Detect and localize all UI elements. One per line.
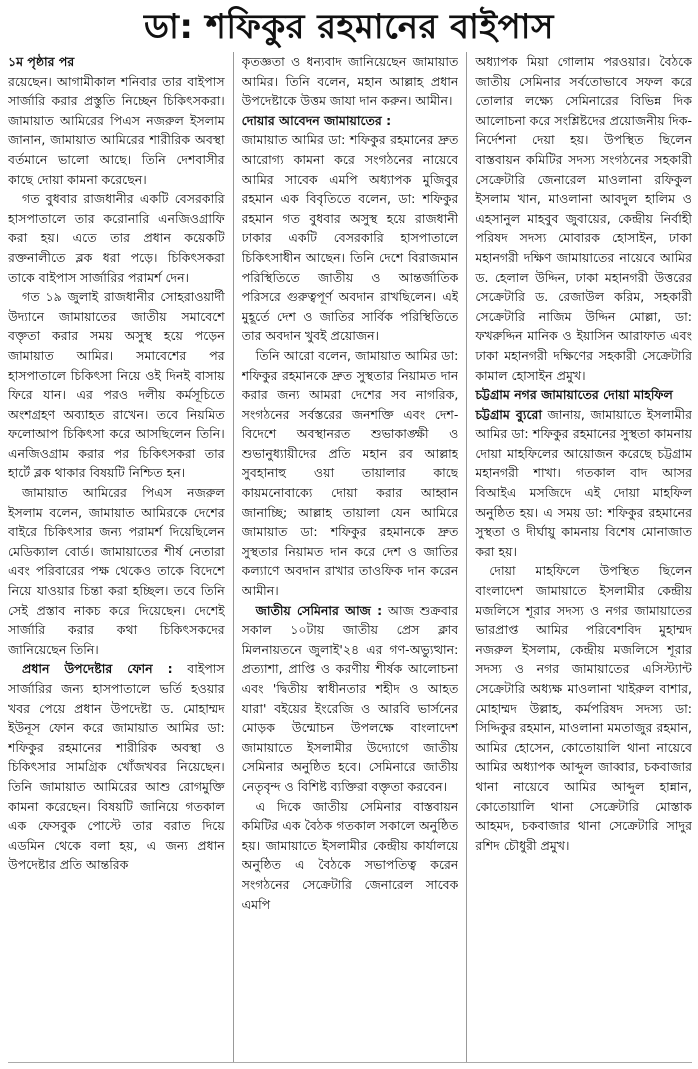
column-3 <box>475 52 692 1062</box>
paragraph-lead: প্রধান উপদেষ্টার ফোন : <box>22 661 173 677</box>
paragraph-lead: চট্টগ্রাম ব্যুরো <box>475 406 542 422</box>
paragraph: কৃতজ্ঞতা ও ধন্যবাদ জানিয়েছেন জামায়াত আমির। তিনি বলেন, মহান আল্লাহ প্রধান উপদেষ্টাকে উত্তম জাযা দান করুন। আমীন। <box>241 54 459 109</box>
column-divider <box>233 52 234 1062</box>
paragraph: দোয়া মাহফিলে উপস্থিত ছিলেন বাংলাদেশ জামায়াতে ইসলামীর কেন্দ্রীয় মজলিসে শূরার সদস্য ও নগর জামায়াতের ভারপ্রাপ্ত আমির পরিবেশবিদ মুহাম্মদ নজরুল ইসলাম, কেন্দ্রীয় মজলিসে শূরার সদস্য ও নগর জামায়াতের এসিস্ট্যান্ট সেক্রেটারি অধ্যক্ষ মাওলানা খাইরুল বাশার, মোহাম্মদ উল্লাহ, কর্মপরিষদ সদস্য ডা: সিদ্দিকুর রহমান, মাওলানা মমতাজুর রহমান, আমির হোসেন, কোতোয়ালি থানা নায়েবে আমির অধ্যাপক আব্দুল জাব্বার, চকবাজার থানা নায়েবে আমির আব্দুল হান্নান, কোতোয়ালি থানা সেক্রেটারি মোস্তাক আহমদ, চকবাজার থানা সেক্রেটারি সাদুর রশিদ চৌধুরী প্রমুখ। <box>475 563 692 853</box>
paragraph: জামায়াত আমিরের পিএস নজরুল ইসলাম বলেন, জামায়াত আমিরকে দেশের বাইরে চিকিৎসার জন্য পরামর্শ দিয়েছিলেন মেডিক্যাল বোর্ড। জামায়াতের শীর্ষ নেতারা এবং পরিবারের পক্ষ থেকেও তাকে বিদেশে নিয়ে যাওয়ার চিন্তা করা হচ্ছিল। তবে তিনি সেই প্রস্তাব নাকচ করে দিয়েছেন। দেশেই সার্জারি করার কথা চিকিৎসকদের জানিয়েছেন তিনি। <box>8 485 225 657</box>
paragraph: এ দিকে জাতীয় সেমিনার বাস্তবায়ন কমিটির এক বৈঠক গতকাল সকালে অনুষ্ঠিত হয়। জামায়াতে ইসলামীর কেন্দ্রীয় কার্যালয়ে অনুষ্ঠিত এ বৈঠকে সভাপতিত্ব করেন সংগঠনের সেক্রেটারি জেনারেল সাবেক এমপি <box>241 798 459 912</box>
column-divider <box>466 52 467 1062</box>
paragraph <box>242 601 459 797</box>
paragraph: জামায়াত আমির ডা: শফিকুর রহমানের দ্রুত আরোগ্য কামনা করে সংগঠনের নায়েবে আমির সাবেক এমপি অধ্যাপক মুজিবুর রহমান এক বিবৃতিতে বলেন, ডা: শফিকুর রহমান গত বুধবার অসুস্থ হয়ে রাজধানী ঢাকার একটি বেসরকারি হাসপাতালে চিকিৎসাধীন আছেন। তিনি দেশে বিরাজমান পরিস্থিতিতে জাতীয় ও আন্তর্জাতিক পরিসরে গুরুত্বপূর্ণ অবদান রাখছিলেন। এই মুহূর্তে দেশ ও জাতির সার্বিক পরিস্থিতিতে তার অবদান খুবই প্রয়োজন। <box>241 132 459 344</box>
paragraph-text: বাইপাস সার্জারির জন্য হাসপাতালে ভর্তি হওয়ার খবর পেয়ে প্রধান উপদেষ্টা ড. মোহাম্মদ ইউনূস ফোন করে জামায়াত আমির ডা: শফিকুর রহমানের শারীরিক অবস্থা ও চিকিৎসার সামগ্রিক খোঁজখবর নিয়েছেন। তিনি জামায়াত আমিরের আশু রোগমুক্তি কামনা করেছেন। বিষয়টি জানিয়ে গতকাল এক ফেসবুক পোস্টে তার বরাত দিয়ে এডমিন থেকে বলা হয়, এ জন্য প্রধান উপদেষ্টার প্রতি আন্তরিক <box>8 661 225 873</box>
paragraph: তিনি আরো বলেন, জামায়াত আমির ডা: শফিকুর রহমানকে দ্রুত সুস্থতার নিয়ামত দান করার জন্য আমরা দেশের সব নাগরিক, সংগঠনের সর্বস্তরের জনশক্তি এবং দেশ-বিদেশে অবস্থানরত শুভাকাঙ্ক্ষী ও শুভানুধ্যায়ীদের প্রতি মহান রব আল্লাহ সুবহানাহু ওয়া তায়ালার কাছে কায়মনোবাক্যে দোয়া করার আহ্বান জানাচ্ছি; আল্লাহ তায়ালা যেন আমিরে জামায়াত ডা: শফিকুর রহমানকে দ্রুত সুস্থতার নিয়ামত দান করে দেশ ও জাতির কল্যাণে অবদান রাখার তাওফিক দান করেন আমীন। <box>241 347 459 599</box>
subheading: চট্টগ্রাম নগর জামায়াতের দোয়া মাহফিল <box>475 387 673 403</box>
column-2 <box>242 52 459 1062</box>
article-columns <box>8 52 692 1062</box>
headline: ডা: শফিকুর রহমানের বাইপাস <box>143 7 554 47</box>
paragraph: গত বুধবার রাজধানীর একটি বেসরকারি হাসপাতালে তার করোনারি এনজিওগ্রাফি করা হয়। এতে তার প্রধান কয়েকটি রক্তনালীতে ব্লক ধরা পড়ে। চিকিৎসকরা তাকে বাইপাস সার্জারির পরামর্শ দেন। <box>8 191 225 285</box>
continued-label: ১ম পৃষ্ঠার পর <box>8 54 75 69</box>
paragraph: রয়েছেন। আগামীকাল শনিবার তার বাইপাস সার্জারি করার প্রস্তুতি নিচ্ছেন চিকিৎসকরা। জামায়াত আমিরের পিএস নজরুল ইসলাম জানান, জামায়াত আমিরের শারীরিক অবস্থা বর্তমানে ভালো আছে। তিনি দেশবাসীর কাছে দোয়া কামনা করেছেন। <box>8 73 225 187</box>
footer-rule <box>8 1062 692 1069</box>
paragraph-text: জানায়, জামায়াতে ইসলামীর আমির ডা: শফিকুর রহমানের সুস্থতা কামনায় দোয়া মাহফিলের আয়োজন করেছে চট্টগ্রাম মহানগরী শাখা। গতকাল বাদ আসর বিআইএ মসজিদে এই দোয়া মাহফিল অনুষ্ঠিত হয়। এ সময় ডা: শফিকুর রহমানের সুস্থতা ও দীর্ঘায়ু কামনায় বিশেষ মোনাজাত করা হয়। <box>475 406 692 559</box>
paragraph <box>475 405 692 562</box>
subheading: দোয়ার আবেদন জামায়াতের : <box>241 112 392 128</box>
column-1 <box>8 52 225 1062</box>
paragraph-text: আজ শুক্রবার সকাল ১০টায় জাতীয় প্রেস ক্লাব মিলনায়তনে জুলাই'২৪ এর গণ-অভ্যুত্থান: প্রত্যাশা, প্রাপ্তি ও করণীয় শীর্ষক আলোচনা এবং 'দ্বিতীয় স্বাধীনতার শহীদ ও আহত যারা' বইয়ের ইংরেজি ও আরবি ভার্সনের মোড়ক উন্মোচন উপলক্ষে বাংলাদেশ জামায়াতে ইসলামীর উদ্যোগে জাতীয় সেমিনার অনুষ্ঠিত হবে। সেমিনারে জাতীয় নেতৃবৃন্দ ও বিশিষ্ট ব্যক্তিরা বক্তৃতা করবেন। <box>241 602 459 794</box>
paragraph-lead: জাতীয় সেমিনার আজ : <box>255 602 383 618</box>
paragraph: অধ্যাপক মিয়া গোলাম পরওয়ার। বৈঠকে জাতীয় সেমিনার সর্বতোভাবে সফল করে তোলার লক্ষ্যে সেমিনারের বিভিন্ন দিক আলোচনা করে সংশ্লিষ্টদের প্রয়োজনীয় দিক-নির্দেশনা দেয়া হয়। উপস্থিত ছিলেন বাস্তবায়ন কমিটির সদস্য সংগঠনের সহকারী সেক্রেটারি জেনারেল মাওলানা রফিকুল ইসলাম খান, মাওলানা আবদুল হালিম ও এহসানুল মাহবুব জুবায়ের, কেন্দ্রীয় নির্বাহী পরিষদ সদস্য মোবারক হোসাইন, ঢাকা মহানগরী দক্ষিণ জামায়াতের নায়েবে আমির ড. হেলাল উদ্দিন, ঢাকা মহানগরী উত্তরের সেক্রেটারি ড. রেজাউল করিম, সহকারী সেক্রেটারি নাজিম উদ্দিন মোল্লা, ডা: ফখরুদ্দিন মানিক ও ইয়াসিন আরাফাত এবং ঢাকা মহানগরী দক্ষিণের সহকারী সেক্রেটারি কামাল হোসাইন প্রমুখ। <box>475 54 692 383</box>
paragraph: গত ১৯ জুলাই রাজধানীর সোহরাওয়ার্দী উদ্যানে জামায়াতের জাতীয় সমাবেশে বক্তৃতা করার সময় অসুস্থ হয়ে পড়েন জামায়াত আমির। সমাবেশের পর হাসপাতালে চিকিৎসা নিয়ে ওই দিনই বাসায় ফিরে যান। এর পরও দলীয় কর্মসূচিতে অংশগ্রহণ অব্যাহত রাখেন। তবে নিয়মিত ফলোআপ চিকিৎসা করে আসছিলেন তিনি। এনজিওগ্রাম করার পর চিকিৎসকরা তার হার্টে ব্লক থাকার বিষয়টি নিশ্চিত হন। <box>8 289 225 481</box>
paragraph <box>8 659 225 875</box>
